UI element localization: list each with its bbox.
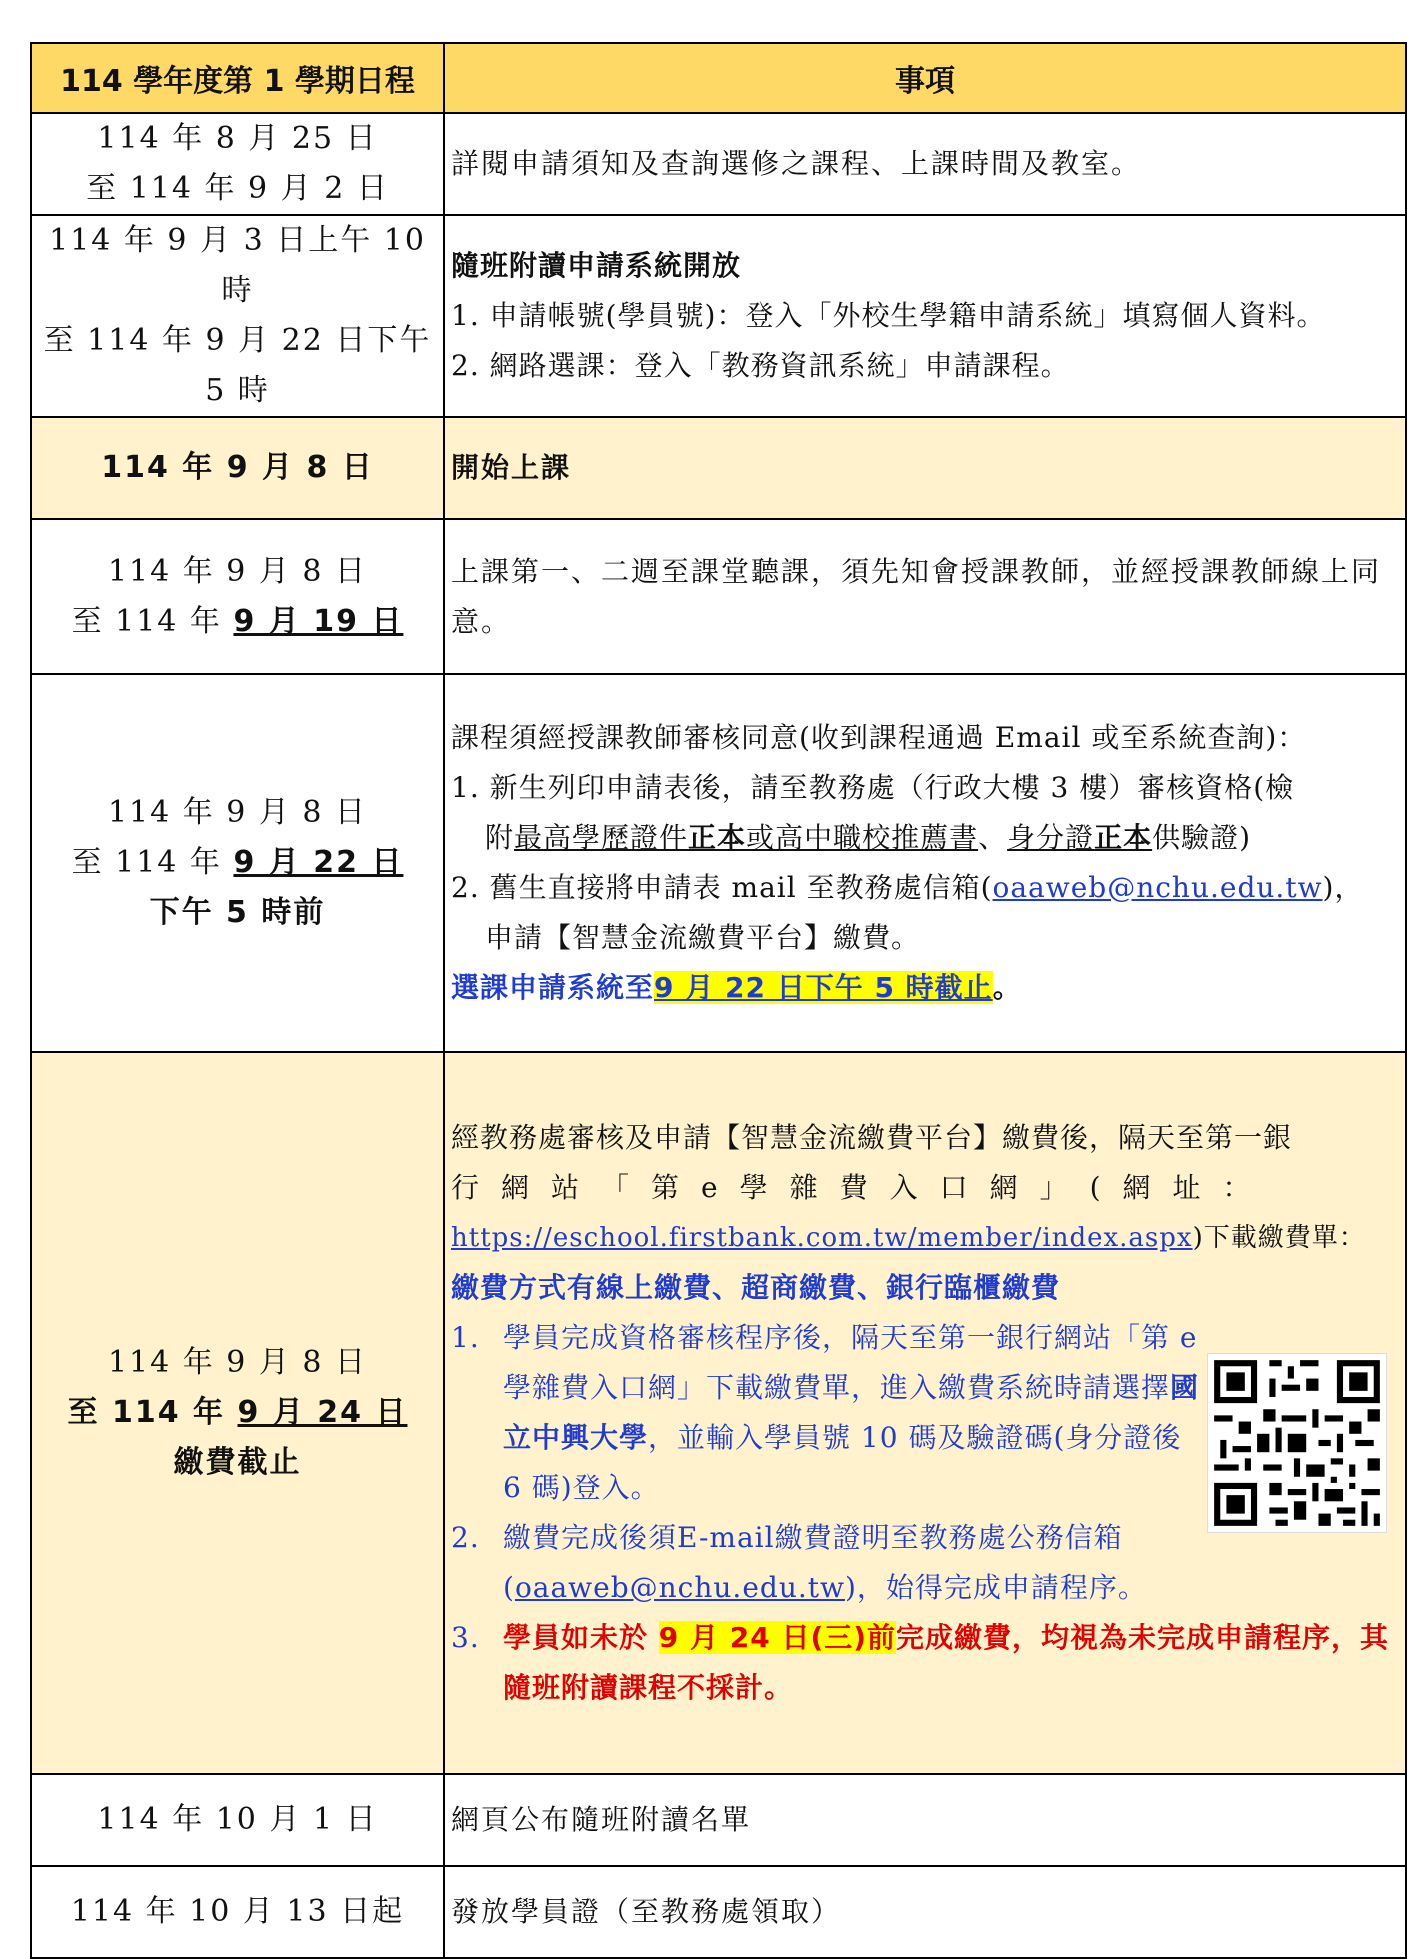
item-text: 課程須經授課教師審核同意(收到課程通過 Email 或至系統查詢)： bbox=[451, 721, 1307, 754]
date-cell bbox=[31, 215, 444, 417]
item-text: 發放學員證（至教務處領取） bbox=[451, 1895, 842, 1928]
table-row bbox=[31, 113, 1406, 215]
table-row bbox=[31, 1052, 1406, 1774]
date-line: 繳費截止 bbox=[173, 1445, 302, 1480]
item-text: 經教務處審核及申請【智慧金流繳費平台】繳費後，隔天至第一銀 bbox=[451, 1121, 1293, 1154]
item-text: 網頁公布隨班附讀名單 bbox=[451, 1803, 752, 1836]
bank-url-link[interactable]: https://eschool.firstbank.com.tw/member/index.aspx bbox=[451, 1223, 1193, 1253]
date-cell bbox=[31, 674, 444, 1052]
header-items: 事項 bbox=[444, 43, 1406, 113]
date-cell bbox=[31, 1774, 444, 1866]
list-item: 1. 學員完成資格審核程序後，隔天至第一銀行網站「第 e 學雜費入口網」下載繳費單，進入繳費系統時請選擇國立中興大學，並輸入學員號 10 碼及驗證碼(身分證後 6 碼)登入。 bbox=[451, 1321, 1200, 1504]
item-cell bbox=[444, 215, 1406, 417]
deadline-notice: 選課申請系統至9 月 22 日下午 5 時截止。 bbox=[451, 971, 1022, 1004]
item-cell bbox=[444, 519, 1406, 674]
date-cell bbox=[31, 519, 444, 674]
item-text: https://eschool.firstbank.com.tw/member/index.aspx)下載繳費單： bbox=[451, 1223, 1366, 1253]
date-line: 114 年 9 月 3 日上午 10 時 bbox=[49, 223, 426, 308]
table-row bbox=[31, 215, 1406, 417]
date-line: 114 年 8 月 25 日 bbox=[97, 121, 378, 156]
table-row bbox=[31, 417, 1406, 519]
date-line: 114 年 9 月 8 日 bbox=[107, 795, 368, 830]
item-text: 1. 申請帳號(學員號)：登入「外校生學籍申請系統」填寫個人資料。 bbox=[451, 299, 1326, 332]
item-title: 隨班附讀申請系統開放 bbox=[451, 249, 742, 282]
date-line: 至 114 年 9 月 19 日 bbox=[71, 603, 404, 639]
schedule-table bbox=[30, 42, 1407, 1959]
table-row bbox=[31, 519, 1406, 674]
date-line: 114 年 9 月 8 日 bbox=[107, 553, 368, 589]
date-cell bbox=[31, 1866, 444, 1958]
list-item: 2. 繳費完成後須E-mail繳費證明至教務處公務信箱(oaaweb@nchu.edu.tw)，始得完成申請程序。 bbox=[451, 1521, 1147, 1604]
item-text: 申請【智慧金流繳費平台】繳費。 bbox=[485, 921, 921, 954]
date-line: 下午 5 時前 bbox=[149, 895, 326, 930]
deadline-date: 9 月 22 日 bbox=[233, 845, 404, 880]
item-text: 2. 網路選課：登入「教務資訊系統」申請課程。 bbox=[451, 349, 1070, 382]
item-cell bbox=[444, 417, 1406, 519]
date-line: 114 年 9 月 8 日 bbox=[107, 1345, 368, 1380]
table-row bbox=[31, 1774, 1406, 1866]
date-line: 114 年 10 月 1 日 bbox=[97, 1802, 378, 1837]
list-item: 3. 學員如未於 9 月 24 日(三)前完成繳費，均視為未完成申請程序，其隨班附讀課程不採計。 bbox=[451, 1621, 1390, 1704]
date-line: 至 114 年 9 月 24 日 bbox=[67, 1395, 408, 1430]
item-cell bbox=[444, 1774, 1406, 1866]
item-text: 2. 舊生直接將申請表 mail 至教務處信箱(oaaweb@nchu.edu.tw)， bbox=[451, 871, 1364, 904]
deadline-date: 9 月 19 日 bbox=[233, 603, 404, 639]
item-text: 附最高學歷證件正本或高中職校推薦書、身分證正本供驗證) bbox=[485, 821, 1252, 854]
table-row bbox=[31, 674, 1406, 1052]
email-link[interactable]: oaaweb@nchu.edu.tw bbox=[514, 1571, 845, 1604]
date-line: 至 114 年 9 月 22 日下午 5 時 bbox=[43, 323, 432, 408]
item-text: 1. 新生列印申請表後，請至教務處（行政大樓 3 樓）審核資格(檢 bbox=[451, 771, 1295, 804]
date-line: 至 114 年 9 月 22 日 bbox=[71, 845, 404, 880]
item-text: 上課第一、二週至課堂聽課，須先知會授課教師，並經授課教師線上同意。 bbox=[451, 554, 1382, 638]
item-text: 詳閱申請須知及查詢選修之課程、上課時間及教室。 bbox=[451, 147, 1142, 180]
payment-methods: 繳費方式有線上繳費、超商繳費、銀行臨櫃繳費 bbox=[451, 1271, 1061, 1304]
email-link[interactable]: oaaweb@nchu.edu.tw bbox=[992, 871, 1323, 904]
deadline-date: 9 月 24 日 bbox=[237, 1395, 408, 1430]
item-cell bbox=[444, 1052, 1406, 1774]
item-cell bbox=[444, 674, 1406, 1052]
date-cell bbox=[31, 417, 444, 519]
item-cell bbox=[444, 113, 1406, 215]
date-cell bbox=[31, 1052, 444, 1774]
date-line: 至 114 年 9 月 2 日 bbox=[86, 171, 389, 206]
date-cell bbox=[31, 113, 444, 215]
item-title: 開始上課 bbox=[451, 451, 572, 484]
date-line: 114 年 10 月 13 日起 bbox=[70, 1894, 405, 1929]
table-row bbox=[31, 1866, 1406, 1958]
item-text: 行網站「第e學雜費入口網」(網址： bbox=[451, 1171, 1273, 1204]
table-header-row bbox=[31, 43, 1406, 113]
qr-code-icon[interactable] bbox=[1207, 1353, 1387, 1533]
date-line: 114 年 9 月 8 日 bbox=[101, 450, 374, 485]
item-cell bbox=[444, 1866, 1406, 1958]
header-schedule: 114 學年度第 1 學期日程 bbox=[31, 43, 444, 113]
